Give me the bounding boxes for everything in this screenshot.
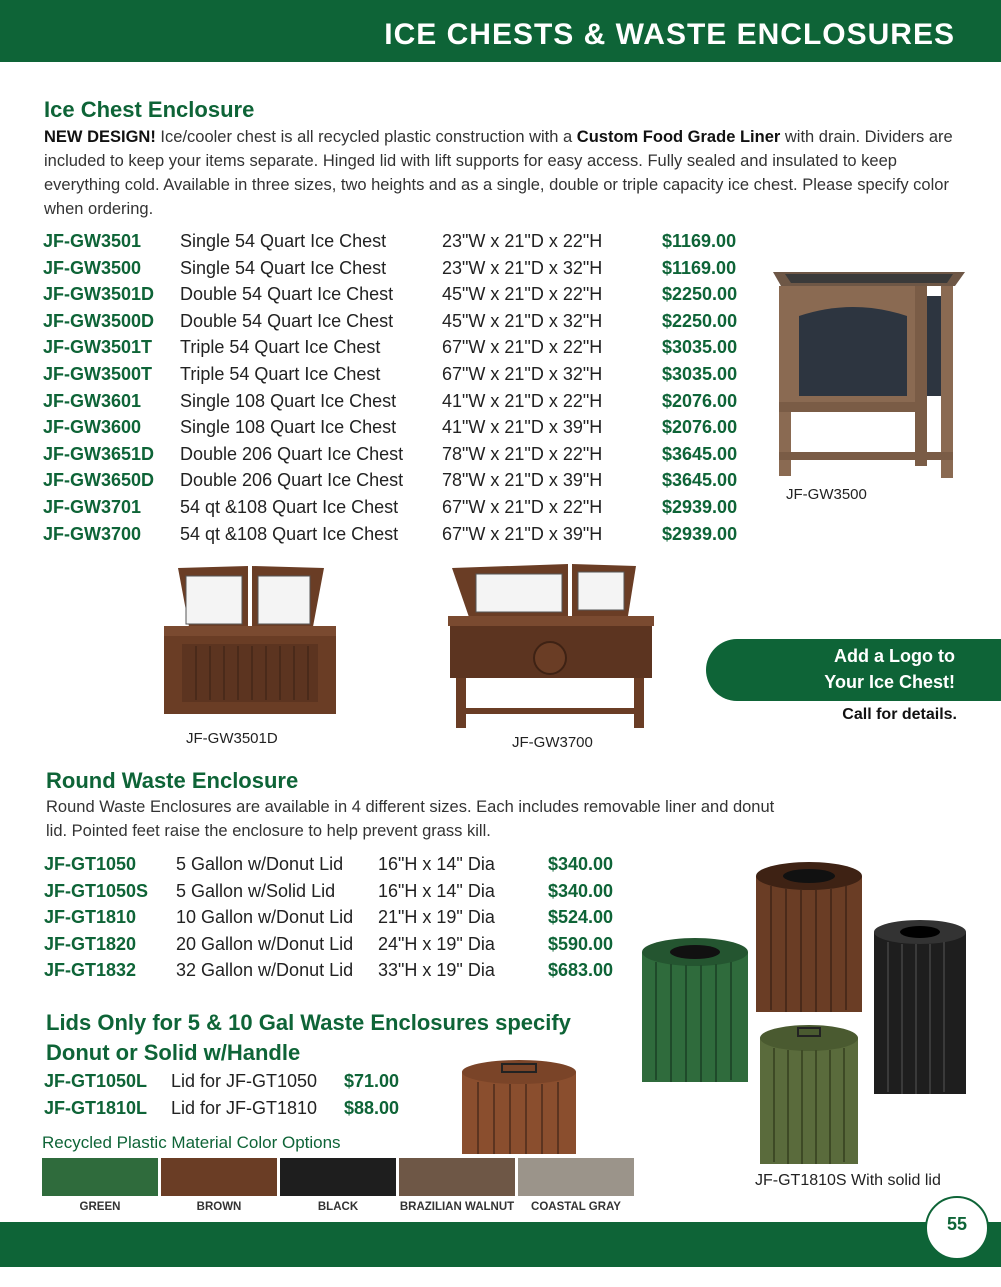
waste-desc: 10 Gallon w/Donut Lid — [176, 907, 354, 928]
ice-chest-desc: Triple 54 Quart Ice Chest — [180, 364, 381, 384]
ice-chest-dim: 67"W x 21"D x 22"H — [442, 337, 603, 358]
lid-code: JF-GT1810L — [44, 1097, 148, 1118]
ice-chest-dim: 67"W x 21"D x 32"H — [442, 364, 603, 384]
waste-desc: 32 Gallon w/Donut Lid — [176, 960, 354, 981]
waste-price: $524.00 — [548, 907, 614, 928]
ice-chest-dim: 78"W x 21"D x 39"H — [442, 470, 603, 491]
ice-chest-code: JF-GW3651D — [43, 443, 155, 464]
lid-price: $71.00 — [344, 1071, 400, 1091]
ice-chest-code: JF-GW3501D — [43, 284, 155, 305]
page-footer — [0, 1222, 1001, 1267]
ice-chest-code: JF-GW3500 — [43, 257, 142, 278]
ice-chest-dim: 41"W x 21"D x 39"H — [442, 417, 603, 438]
waste-price: $590.00 — [548, 933, 614, 954]
logo-callout-line2: Your Ice Chest! — [824, 672, 955, 692]
logo-callout-line1: Add a Logo to — [834, 646, 955, 666]
color-swatch — [161, 1158, 277, 1196]
ice-chest-dim: 45"W x 21"D x 22"H — [442, 284, 603, 305]
color-swatch — [518, 1158, 634, 1196]
waste-dim: 24"H x 19" Dia — [378, 933, 495, 954]
ice-chest-price: $2076.00 — [662, 417, 738, 438]
ice-chest-desc: Single 54 Quart Ice Chest — [180, 257, 387, 278]
waste-code: JF-GT1050 — [44, 854, 137, 874]
ice-chest-dim: 67"W x 21"D x 22"H — [442, 497, 603, 517]
lid-desc: Lid for JF-GT1810 — [171, 1097, 318, 1118]
ice-chest-code: JF-GW3700 — [43, 523, 142, 544]
lid-image — [456, 1058, 582, 1154]
color-options-title: Recycled Plastic Material Color Options — [42, 1133, 341, 1152]
waste-description: Round Waste Enclosures are available in 4 different sizes. Each includes removable liner and donut lid. Pointed feet raise the enclosure to help prevent grass kill. — [46, 798, 775, 840]
page-header — [0, 0, 1001, 62]
waste-desc: 5 Gallon w/Donut Lid — [176, 854, 344, 874]
ice-chest-desc: Single 54 Quart Ice Chest — [180, 231, 387, 251]
page-title: ICE CHESTS & WASTE ENCLOSURES — [384, 18, 955, 51]
ice-chest-gw3500-image — [765, 262, 970, 487]
ice-chest-desc: Single 108 Quart Ice Chest — [180, 417, 397, 438]
waste-code: JF-GT1820 — [44, 933, 137, 954]
caption-gt1810s: JF-GT1810S With solid lid — [755, 1172, 941, 1189]
new-design-label: NEW DESIGN! — [44, 128, 156, 146]
lid-price: $88.00 — [344, 1097, 400, 1118]
ice-chest-dim: 23"W x 21"D x 32"H — [442, 257, 603, 278]
ice-chest-gw3501d-image — [160, 562, 340, 717]
lids-title-line2: Donut or Solid w/Handle — [46, 1040, 301, 1065]
caption-gw3700: JF-GW3700 — [512, 734, 593, 751]
ice-chest-price: $3035.00 — [662, 364, 738, 384]
ice-chest-code: JF-GW3500T — [43, 364, 153, 384]
ice-chest-desc: Single 108 Quart Ice Chest — [180, 390, 397, 411]
waste-code: JF-GT1832 — [44, 960, 137, 981]
color-swatch — [280, 1158, 396, 1196]
page-number: 55 — [946, 1214, 968, 1234]
waste-enclosures-image — [636, 860, 971, 1175]
color-swatch — [399, 1158, 515, 1196]
ice-chest-price: $3645.00 — [662, 443, 738, 464]
ice-chest-price: $2250.00 — [662, 284, 738, 305]
lid-desc: Lid for JF-GT1050 — [171, 1071, 318, 1091]
lids-title-line1: Lids Only for 5 & 10 Gal Waste Enclosures specify — [46, 1010, 571, 1035]
ice-chest-code: JF-GW3601 — [43, 390, 142, 411]
ice-chest-code: JF-GW3501T — [43, 337, 153, 358]
ice-chest-price: $2939.00 — [662, 523, 738, 544]
caption-gw3500: JF-GW3500 — [786, 486, 867, 503]
ice-chest-code: JF-GW3500D — [43, 310, 155, 331]
ice-chest-price: $1169.00 — [662, 257, 737, 278]
ice-chest-title: Ice Chest Enclosure — [44, 97, 255, 122]
ice-chest-dim: 45"W x 21"D x 32"H — [442, 310, 603, 331]
color-swatch-label: BLACK — [317, 1201, 359, 1213]
ice-chest-desc: 54 qt &108 Quart Ice Chest — [180, 523, 399, 544]
waste-title: Round Waste Enclosure — [46, 768, 299, 793]
ice-chest-desc: Double 206 Quart Ice Chest — [180, 443, 404, 464]
ice-chest-desc: 54 qt &108 Quart Ice Chest — [180, 497, 399, 517]
waste-dim: 21"H x 19" Dia — [378, 907, 495, 928]
ice-chest-price: $3035.00 — [662, 337, 738, 358]
waste-dim: 16"H x 14" Dia — [378, 854, 495, 874]
ice-chest-dim: 78"W x 21"D x 22"H — [442, 443, 603, 464]
color-swatch-label: COASTAL GRAY — [531, 1201, 621, 1213]
waste-price: $340.00 — [548, 854, 614, 874]
caption-gw3501d: JF-GW3501D — [186, 730, 278, 747]
color-swatch-label: GREEN — [79, 1201, 121, 1213]
logo-callout — [706, 639, 1001, 701]
waste-price: $340.00 — [548, 880, 614, 901]
ice-chest-price: $1169.00 — [662, 231, 737, 251]
color-swatch-label: BRAZILIAN WALNUT — [399, 1201, 515, 1213]
ice-chest-code: JF-GW3501 — [43, 231, 142, 251]
ice-chest-price: $2250.00 — [662, 310, 738, 331]
ice-chest-price: $3645.00 — [662, 470, 738, 491]
ice-chest-desc: Double 206 Quart Ice Chest — [180, 470, 404, 491]
color-swatch — [42, 1158, 158, 1196]
ice-chest-description — [44, 125, 964, 221]
waste-dim: 33"H x 19" Dia — [378, 960, 495, 981]
ice-chest-price: $2939.00 — [662, 497, 738, 517]
ice-chest-dim: 23"W x 21"D x 22"H — [442, 231, 603, 251]
call-for-details: Call for details. — [842, 706, 957, 723]
waste-dim: 16"H x 14" Dia — [378, 880, 495, 901]
intro-text-1: Ice/cooler chest is all recycled plastic construction with a — [155, 128, 577, 146]
ice-chest-desc: Double 54 Quart Ice Chest — [180, 284, 394, 305]
ice-chest-gw3700-image — [446, 562, 656, 732]
ice-chest-dim: 67"W x 21"D x 39"H — [442, 523, 603, 544]
ice-chest-dim: 41"W x 21"D x 22"H — [442, 390, 603, 411]
waste-desc: 5 Gallon w/Solid Lid — [176, 880, 336, 901]
color-swatch-label: BROWN — [196, 1201, 242, 1213]
waste-code: JF-GT1810 — [44, 907, 137, 928]
intro-text-2: with drain. Dividers are included to keep your items separate. Hinged lid with lift supports for easy access. Fully sealed and insulated to keep everything cold. Available in three sizes, two heights and as a single, double or triple capacity ice chest. Please specify color when ordering. — [44, 128, 953, 218]
ice-chest-code: JF-GW3701 — [43, 497, 142, 517]
ice-chest-price: $2076.00 — [662, 390, 738, 411]
food-grade-liner-label: Custom Food Grade Liner — [576, 128, 781, 146]
waste-code: JF-GT1050S — [44, 880, 149, 901]
ice-chest-desc: Double 54 Quart Ice Chest — [180, 310, 394, 331]
waste-price: $683.00 — [548, 960, 614, 981]
ice-chest-code: JF-GW3600 — [43, 417, 142, 438]
ice-chest-desc: Triple 54 Quart Ice Chest — [180, 337, 381, 358]
lid-code: JF-GT1050L — [44, 1071, 148, 1091]
ice-chest-code: JF-GW3650D — [43, 470, 155, 491]
waste-desc: 20 Gallon w/Donut Lid — [176, 933, 354, 954]
